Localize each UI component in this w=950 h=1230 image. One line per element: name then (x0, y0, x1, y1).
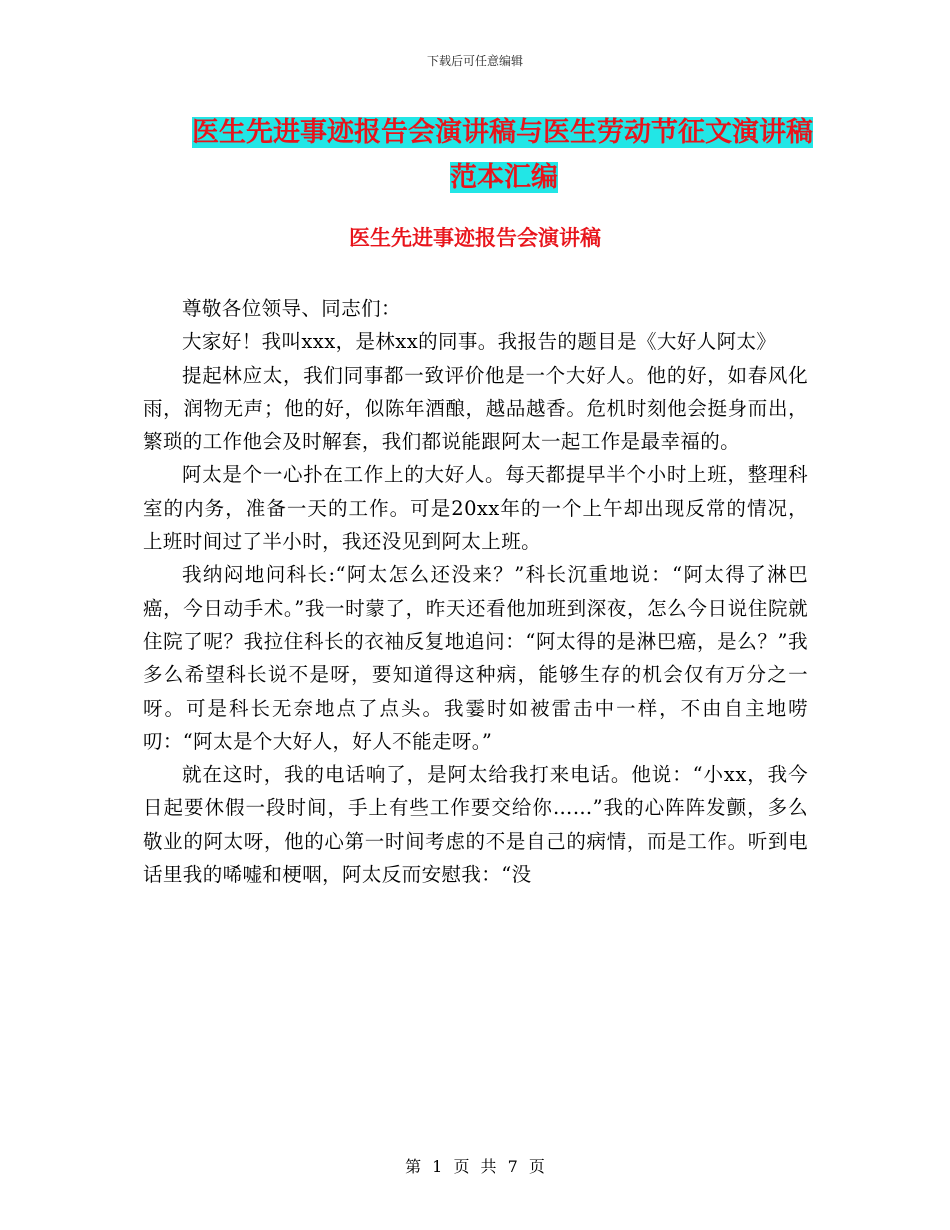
paragraph: 提起林应太，我们同事都一致评价他是一个大好人。他的好，如春风化雨，润物无声；他的好，似陈年酒酿，越品越香。危机时刻他会挺身而出，繁琐的工作他会及时解套，我们都说能跟阿太一起工作是最幸福的。 (143, 363, 808, 454)
section-title: 医生先进事迹报告会演讲稿 (349, 226, 601, 250)
document-title (192, 110, 812, 200)
paragraph: 大家好！我叫xxx，是林xx的同事。我报告的题目是《大好人阿太》 (182, 330, 777, 354)
title-line-2-text: 范本汇编 (450, 162, 558, 193)
document-body (143, 292, 808, 891)
title-line-1-text: 医生先进事迹报告会演讲稿与医生劳动节征文演讲稿 (192, 117, 813, 148)
header-note: 下载后可任意编辑 (426, 54, 523, 68)
title-line-2 (192, 155, 812, 200)
paragraph: 我纳闷地问科长:“阿太怎么还没来？”科长沉重地说：“阿太得了淋巴癌，今日动手术。”我一时蒙了，昨天还看他加班到深夜，怎么今日说住院就住院了呢？我拉住科长的衣袖反复地追问：“阿太得的是淋巴癌，是么？”我多么希望科长说不是呀，要知道得这种病，能够生存的机会仅有万分之一呀。可是科长无奈地点了点头。我霎时如被雷击中一样，不由自主地唠叨：“阿太是个大好人，好人不能走呀。” (143, 563, 808, 753)
paragraph-salutation: 尊敬各位领导、同志们： (182, 297, 401, 320)
page-number: 第 1 页 共 7 页 (405, 1157, 545, 1176)
title-line-1 (192, 110, 812, 155)
paragraph: 阿太是个一心扑在工作上的大好人。每天都提早半个小时上班，整理科室的内务，准备一天的工作。可是20xx年的一个上午却出现反常的情况，上班时间过了半小时，我还没见到阿太上班。 (143, 463, 808, 554)
paragraph: 就在这时，我的电话响了，是阿太给我打来电话。他说：“小xx，我今日起要休假一段时间，手上有些工作要交给你……”我的心阵阵发颤，多么敬业的阿太呀，他的心第一时间考虑的不是自己的病情，而是工作。听到电话里我的唏嘘和梗咽，阿太反而安慰我：“没 (143, 763, 808, 887)
